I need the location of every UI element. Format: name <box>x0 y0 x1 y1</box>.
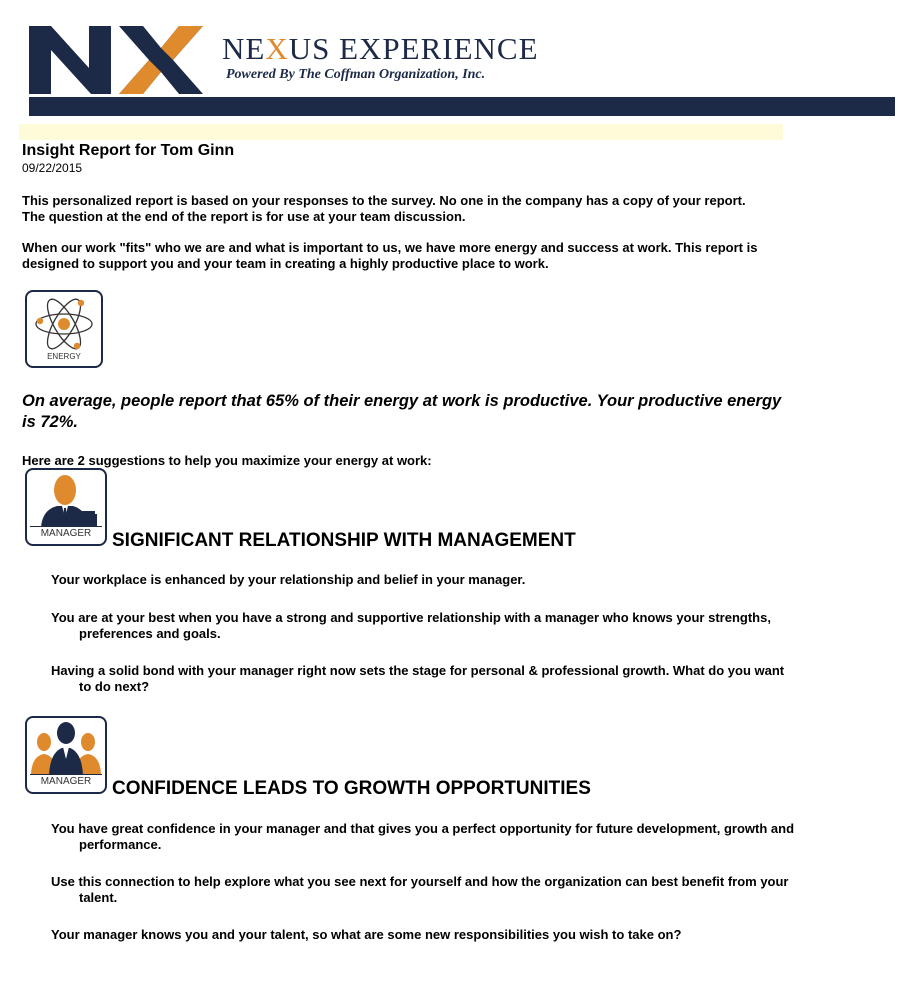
highlight-band <box>19 124 783 140</box>
brand-title: NEXUS EXPERIENCE <box>222 31 539 66</box>
manager-icon-label: MANAGER <box>30 526 102 541</box>
suggestions-intro: Here are 2 suggestions to help you maximize your energy at work: <box>22 453 432 468</box>
manager-tile-2 <box>25 716 107 794</box>
manager-icon-label: MANAGER <box>30 774 102 789</box>
section-point: Having a solid bond with your manager right now sets the stage for personal & professional growth. What do you want to do next? <box>51 663 785 694</box>
nx-logo-icon <box>29 26 209 94</box>
intro-paragraph-2: When our work "fits" who we are and what is important to us, we have more energy and success at work. This report is designed to support you and your team in creating a highly productive place to work. <box>22 240 758 271</box>
section-point: Your manager knows you and your talent, so what are some new responsibilities you wish to take on? <box>51 927 682 942</box>
brand-tagline: Powered By The Coffman Organization, Inc. <box>226 67 486 82</box>
section-point: Your workplace is enhanced by your relationship and belief in your manager. <box>51 572 526 587</box>
intro-paragraph-1: This personalized report is based on your responses to the survey. No one in the company has a copy of your report. The question at the end of the report is for use at your team discussion. <box>22 193 746 224</box>
section-point: Use this connection to help explore what you see next for yourself and how the organization can best benefit from your talent. <box>51 874 789 905</box>
header-bar <box>29 97 895 116</box>
section-point: You are at your best when you have a strong and supportive relationship with a manager who knows your strengths, preferences and goals. <box>51 610 771 641</box>
energy-icon-label: ENERGY <box>47 352 81 361</box>
manager-tile-1 <box>25 468 107 546</box>
section-heading: CONFIDENCE LEADS TO GROWTH OPPORTUNITIES <box>112 778 591 799</box>
section-heading: SIGNIFICANT RELATIONSHIP WITH MANAGEMENT <box>112 530 576 551</box>
energy-statement: On average, people report that 65% of their energy at work is productive. Your productive energy is 72%. <box>22 392 782 431</box>
nexus-logo-mark <box>29 26 209 94</box>
manager-team-icon <box>27 718 105 776</box>
report-date: 09/22/2015 <box>22 161 83 175</box>
report-title: Insight Report for Tom Ginn <box>22 142 235 159</box>
section-point: You have great confidence in your manager and that gives you a perfect opportunity for future development, growth and performance. <box>51 821 795 852</box>
atom-icon <box>27 294 101 354</box>
energy-tile <box>25 290 103 368</box>
manager-person-icon <box>27 470 105 528</box>
